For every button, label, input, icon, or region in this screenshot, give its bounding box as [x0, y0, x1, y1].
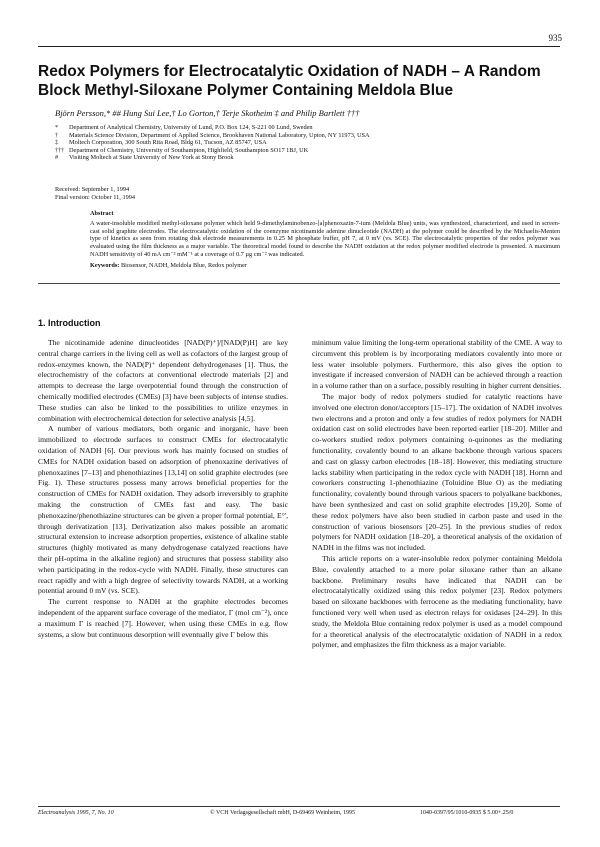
affiliation-text: Department of Chemistry, University of Southampton, Highfield, Southampton SO17 1BJ, UK	[69, 146, 309, 154]
body-paragraph: The major body of redox polymers studied for catalytic reactions have involved one electron donor/acceptors [15–17]. The oxidation of NADH involves two electrons and a proton and only a few studies of redox polymers for NADH oxidation cast on solid electrodes have been reported earlier [18–20]. Miller and co-workers studied redox polymers containing o-quinones as the mediating functionality, covalently bound to an alkane backbone through various spacers and cast on glassy carbon electrodes [18–18]. However, this mediating structure lacks stability when participating in the redox cycle with NADH [18]. Hornn and coworkers constructing 1-phenothiazine (Toluidine Blue O) as the mediating functionality, covalently bound through various spacers to polyalkane backbones, have been synthesized and cast on solid graphite electrodes [19,20]. Some of these redox polymers have also been studied in carbon paste and used in the construction of various biosensors [20–25]. In the previous studies of redox polymers for NADH oxidation [18–20], a theoretical analysis of the oxidation of NADH in the films was not included.	[312, 391, 562, 553]
body-paragraph: minimum value limiting the long-term operational stability of the CME. A way to circumvent this problem is by incorporating mediators covalently into more or less water insoluble polymers. Furthermore, this also gives the option to investigate if increased conversion of NADH can be achieved through a reaction in a volume rather than on a surface, possibly resulting in higher current densities.	[312, 338, 562, 391]
abstract-heading: Abstract	[90, 210, 114, 217]
affiliation-mark: #	[55, 154, 59, 162]
affiliation-item	[55, 154, 560, 162]
section-heading: 1. Introduction	[38, 318, 101, 328]
received-date: Received: September 1, 1994	[55, 186, 130, 193]
final-version-date: Final version: October 11, 1994	[55, 193, 136, 201]
abstract	[90, 210, 560, 259]
affiliation-item	[55, 147, 560, 155]
body-paragraph: A number of various mediators, both organic and inorganic, have been immobilized to electrode surfaces to construct CMEs for electrocatalytic oxidation of NADH [6]. Our previous work has mainly focused on studies of CMEs for NADH oxidation based on adsorption of phenoxazine derivatives of phenoxazines [7–13] and phenothiazines [13,14] on solid graphite electrodes (see Fig. 1). These structures possess many arrows beneficial properties for the construction of CMEs for NADH oxidation. They adsorb irreversibly to graphite making the construction of CMEs fast and easy. The basic phenoxazine/phenothiazine structures can be given a proper formal potential, E°', through derivatization [13]. Derivatization also makes possible an aromatic structural extension to increase adsorption properties, existence of alkaline stable structures (highly motivated as many dehydrogenase catalyzed reactions have their pH-optima in the alkaline region) and structures that possess stability also when participating in the redox-cycle with NADH. Finally, these structures can react rapidly and with a high degree of selectivity towards NADH, at a working potential around 0 mV (vs. SCE).	[38, 424, 288, 596]
submission-dates	[55, 186, 135, 201]
footer-publisher: © VCH Verlagsgesellschaft mbH, D-69469 Weinheim, 1995	[210, 810, 356, 816]
body-paragraph: The nicotinamide adenine dinucleotides [NAD(P)⁺]/[NAD(P)H] are key central charge carriers in the living cell as well as cofactors of the largest group of redox-enzymes known, the NAD(P)⁺ dependent dehydrogenases [1]. Thus, the electrochemistry of the cofactors at conventional electrode materials [2] and attempts to decrease the large overpotential found through the construction of chemically modified electrodes (CMEs) [3] have been subjects of intense studies. These studies can also be linked to the possibilities to utilize enzymes in combination with electrochemical detection for selective analysis [4,5].	[38, 338, 288, 423]
page-number: 935	[548, 33, 562, 43]
author-list: Björn Persson,* ## Hung Sui Lee,† Lo Gorton,† Terje Skotheim ‡ and Philip Bartlett †††	[55, 108, 360, 118]
abstract-text: A water-insoluble modified methyl-siloxane polymer which held 9-dimethylaminobenzo-[a]phenoxazin-7-ium (Meldola Blue) units, was synthesized, characterized, and used in screen-cast solid graphite electrodes. The electrocatalytic oxidation of the coenzyme nicotinamide adenine dinucleotide (NADH) at the polymer could be described by the Michaelis-Menten type of kinetics as seen from rotating disk electrode measurements in 0.25 M phosphate buffer, pH 7, at 0 mV (vs. SCE). The electrocatalytic properties of the redox polymer was evaluated using the film thickness as a major variable. The theoretical model found to describe the NADH oxidation at the redox polymer modified electrode is presented. A maximum NADH sensitivity of 40 mA cm⁻² mM⁻¹ at a coverage of 0.7 µg cm⁻² was indicated.	[90, 219, 560, 258]
affiliation-item	[55, 132, 560, 140]
affiliation-mark: †	[55, 131, 59, 139]
footer-code: 1040-0397/95/1010-0935 $ 5.00+.25/0	[420, 810, 514, 816]
affiliation-mark: *	[55, 124, 59, 131]
affiliation-text: Moltech Corporation, 300 South Rita Road, Bldg 61, Tucson, AZ 85747, USA	[69, 139, 267, 147]
top-rule	[38, 46, 560, 47]
keywords-text: Biosensor, NADH, Meldola Blue, Redox polymer	[120, 262, 247, 269]
affiliation-text: Visiting Moltech at State University of New York at Stony Brook	[69, 154, 234, 162]
affiliation-mark: ‡	[55, 139, 59, 147]
body-column-right	[312, 338, 562, 651]
affiliation-text: Materials Science Division, Department of Applied Science, Brookhaven National Laboratory, Upton, NY 11973, USA	[69, 131, 370, 139]
keywords-label: Keywords:	[90, 262, 120, 269]
footer-rule	[38, 806, 560, 807]
footer-journal: Electroanalysis 1995, 7, No. 10	[38, 810, 114, 816]
body-paragraph: The current response to NADH at the graphite electrodes becomes independent of the apparent surface coverage of the mediator, Γ (mol cm⁻²), once a maximum Γ is reached [7]. However, when using these CMEs in e.g. flow systems, a slow but continuous desorption will eventually give Γ below this	[38, 597, 288, 639]
paper-title: Redox Polymers for Electrocatalytic Oxidation of NADH – A Random Block Methyl-Siloxane Polymer Containing Meldola Blue	[38, 63, 541, 99]
body-column-left	[38, 338, 288, 640]
affiliation-item	[55, 124, 560, 132]
keywords	[90, 262, 560, 269]
affiliation-mark: †††	[55, 146, 65, 154]
body-paragraph: This article reports on a water-insoluble redox polymer containing Meldola Blue, covalently attached to a more polar siloxane rather than an alkane backbone. Preliminary results have indicated that NADH can be electrocatalytically oxidized using this redox polymer [23]. Redox polymers based on siloxane backbones with ferrocene as the mediating functionality, have functioned very well when used as electron relays for oxidases [24–29]. In this study, the Meldola Blue containing redox polymer is used as a model compound for a theoretical analysis of the electrocatalytic oxidation of NADH in a redox polymer, and emphasizes the film thickness as a major variable.	[312, 553, 562, 650]
affiliation-item	[55, 139, 560, 147]
section-divider	[38, 283, 560, 284]
affiliation-list	[55, 124, 560, 162]
affiliation-text: Department of Analytical Chemistry, University of Lund, P.O. Box 124, S-221 00 Lund, Sweden	[69, 124, 313, 131]
